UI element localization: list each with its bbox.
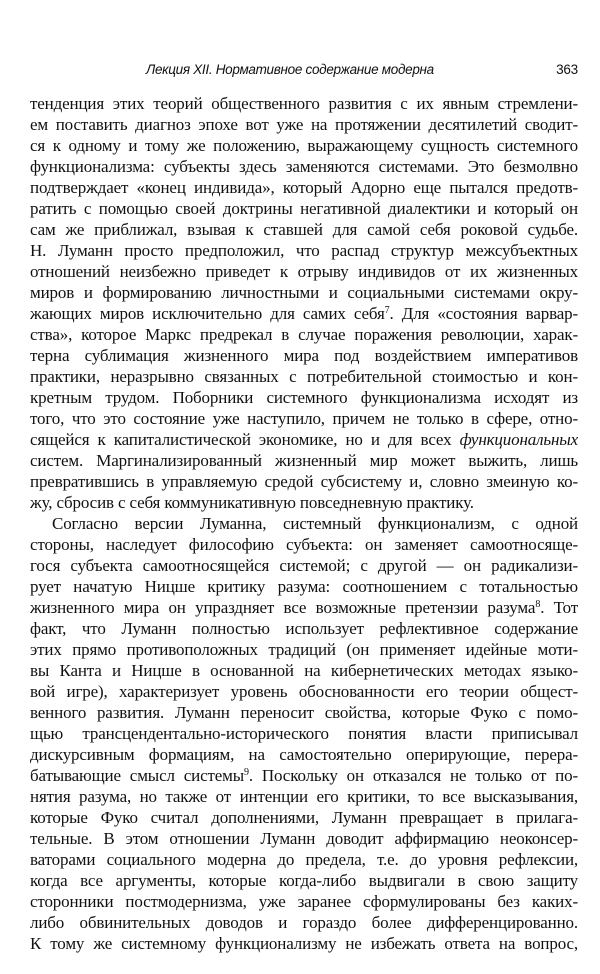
text-segment: батывающие смысл системы [30,766,245,785]
footnote-ref-9: 9 [244,767,249,778]
text-line: функционализма: субъекты здесь заменяются системами. Это безмолвно [30,157,578,176]
body-text [30,93,578,954]
text-line: гося субъекта самоотносящейся системой; с другой — он радикализи- [30,556,578,575]
text-line: щью трансцендентально-исторического понятия власти приписывал [30,724,578,743]
text-line: либо обвинительных доводов и гораздо более дифференцированно. [30,913,578,932]
text-segment: . Тот [540,598,579,617]
text-line: которые Фуко считал дополнениями, Луманн превращает в прилага- [30,808,578,827]
text-segment: жизненного мира он упраздняет все возможные претензии разума [30,598,536,617]
paragraph-1 [30,93,578,513]
text-segment: . Поскольку он отказался не только от по- [248,766,578,785]
text-line: тенденция этих теорий общественного развития с их явным стремлени- [30,94,578,113]
text-line: сторонники постмодернизма, уже заранее сформулированы без каких- [30,892,578,911]
text-line: Согласно версии Луманна, системный функционализм, с одной [52,514,578,533]
text-line: тельные. В этом отношении Луманн доводит аффирмацию неоконсер- [30,829,578,848]
text-line: практики, неразрывно связанных с потребительной стоимостью и кон- [30,367,578,386]
text-line: стороны, наследует философию субъекта: он заменяет самоотносяще- [30,535,578,554]
text-line: ства», которое Маркс предрекал в случае поражения революции, харак- [30,325,578,344]
text-line: кретным трудом. Поборники системного функционализма исходят из [30,388,578,407]
text-line: ся к одному и тому же положению, выражающему сущность системного [30,136,578,155]
text-line [30,303,578,324]
text-line: этих прямо противоположных традиций (он применяет идейные моти- [30,640,578,659]
text-segment: жающих миров исключительно для самих себя [30,304,385,323]
text-line: рует начатую Ницше критику разума: соотношением с тотальностью [30,577,578,596]
text-line [30,597,578,618]
footnote-ref-8: 8 [535,599,541,610]
text-line: ваторами социального модерна до предела, т.е. до уровня рефлексии, [30,850,578,869]
text-line: вой игре), характеризует уровень обоснованности его теории общест- [30,682,578,701]
text-line: факт, что Луманн полностью использует рефлективное содержание [30,619,578,638]
text-segment: . Для «состояния варвар- [389,304,578,323]
text-line: отношений неизбежно приведет к отрыву индивидов от их жизненных [30,262,578,281]
text-line: Н. Луманн просто предположил, что распад структур межсубъектных [30,241,578,260]
footnote-ref-7: 7 [384,305,390,316]
text-line: вы Канта и Ницше в основанной на кибернетических методах языко- [30,661,578,680]
text-segment: сящейся к капиталистической экономике, но и для всех [30,430,460,449]
running-title: Лекция XII. Нормативное содержание модерна [146,62,434,77]
text-line: подтверждает «конец индивида», который Адорно еще пытался предотв- [30,178,578,197]
text-line: венного развития. Луманн переносит свойства, которые Фуко с помо- [30,703,578,722]
text-line: сам же приближал, взывая к ставшей для самой себя роковой судьбе. [30,220,578,239]
text-line: ратить с помощью своей доктрины негативной диалектики и который он [30,199,578,218]
text-line: К тому же системному функционализму не избежать ответа на вопрос, [30,934,578,953]
text-line [30,765,578,786]
italic-term: функциональных [459,430,578,449]
text-line: того, что это состояние уже наступило, причем не только в сфере, отно- [30,409,578,428]
text-line: жу, сбросив с себя коммуникативную повседневную практику. [30,493,474,512]
text-line: превратившись в управляемую средой субсистему и, словно змеиную ко- [30,472,578,491]
paragraph-2 [30,513,578,954]
text-line: миров и формированию личностными и социальными системами окру- [30,283,578,302]
text-line: терна сублимация жизненного мира под воздействием императивов [30,346,578,365]
text-line: дискурсивным формациям, на самостоятельно оперирующие, перера- [30,745,578,764]
text-line: нятия разума, но также от интенции его критики, то все высказывания, [30,787,578,806]
text-line: когда все аргументы, которые когда-либо выдвигали в свою защиту [30,871,578,890]
page-number: 363 [556,62,578,77]
text-line [30,429,578,450]
text-line: ем поставить диагноз эпохе вот уже на протяжении десятилетий сводит- [30,115,578,134]
text-line: систем. Маргинализированный жизненный мир может выжить, лишь [30,451,578,470]
